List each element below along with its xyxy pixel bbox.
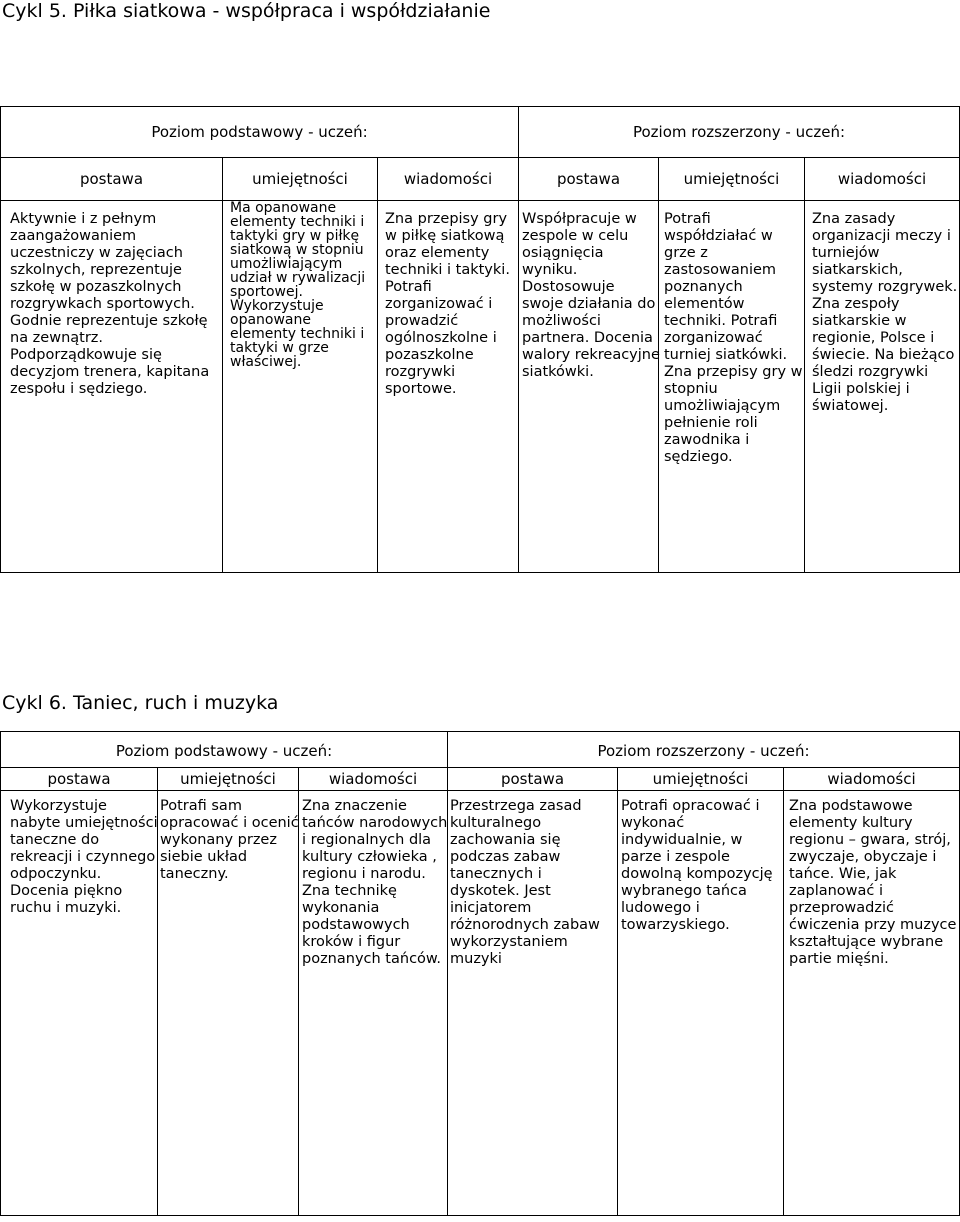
cell-line: muzyki <box>450 951 502 967</box>
cell-line: szkolnych, reprezentuje <box>10 262 182 278</box>
cell-line: Ma opanowane <box>230 200 337 216</box>
c5-cell-postawa-extended <box>518 200 658 572</box>
c6-cat-umiejetnosci-basic <box>157 767 298 790</box>
c6-cell-wiadomosci-basic <box>298 790 447 1215</box>
cell-line: i regionalnych dla <box>302 832 432 848</box>
cell-line: grze z <box>664 245 708 261</box>
cycle-6-table <box>0 731 960 1216</box>
cell-line: Zna znaczenie <box>302 798 407 814</box>
cell-line: wyniku. <box>522 262 578 278</box>
cell-line: Zna przepisy gry w <box>664 364 803 380</box>
cell-line: Zna zespoły <box>812 296 900 312</box>
cell-line: turniej siatkówki. <box>664 347 788 363</box>
c5-cell-umiejetnosci-basic <box>222 200 377 572</box>
c6-cat-label: wiadomości <box>328 770 418 788</box>
cell-line: swoje działania do <box>522 296 656 312</box>
cell-line: elementy techniki i <box>230 326 365 342</box>
cell-line: Docenia piękno <box>10 883 123 899</box>
cell-line: Potrafi sam <box>160 798 242 814</box>
c6-cell-postawa-extended <box>447 790 617 1215</box>
cell-line: siatkową w stopniu <box>230 242 364 258</box>
cell-line: inicjatorem <box>450 900 532 916</box>
cell-line: zorganizować <box>664 330 763 346</box>
cell-line: taktyki gry w piłkę <box>230 228 360 244</box>
c6-cat-wiadomosci-extended <box>783 767 959 790</box>
c6-level-extended-header <box>447 732 959 767</box>
cell-line: rozgrywki <box>385 364 456 380</box>
cell-line: Ligii polskiej i <box>812 381 910 397</box>
c5-cat-wiadomosci-basic <box>377 157 518 200</box>
cell-line: towarzyskiego. <box>621 917 730 933</box>
cell-line: Potrafi <box>664 211 711 227</box>
cell-line: ogólnoszkolne i <box>385 330 497 346</box>
cell-line: opanowane <box>230 312 311 328</box>
c6-cell-umiejetnosci-basic <box>157 790 298 1215</box>
cell-line: Podporządkowuje się <box>10 347 162 363</box>
cell-line: wybranego tańca <box>621 883 747 899</box>
c6-cat-postawa-basic <box>1 767 157 790</box>
cell-line: turniejów <box>812 245 880 261</box>
cell-line: Wykorzystuje <box>230 298 324 314</box>
cell-line: zawodnika i <box>664 432 750 448</box>
cell-line: uczestniczy w zajęciach <box>10 245 183 261</box>
cell-line: prowadzić <box>385 313 459 329</box>
cell-line: kroków i figur <box>302 934 401 950</box>
cell-line: wykonany przez <box>160 832 277 848</box>
cell-line: dowolną kompozycję <box>621 866 773 882</box>
c6-cat-label: postawa <box>500 770 565 788</box>
cell-line: Potrafi <box>385 279 432 295</box>
cell-line: tanecznych i <box>450 866 542 882</box>
cell-line: Dostosowuje <box>522 279 615 295</box>
cell-line: Przestrzega zasad <box>450 798 582 814</box>
cell-line: Aktywnie i z pełnym <box>10 211 157 227</box>
cell-line: regionie, Polsce i <box>812 330 935 346</box>
cell-line: zaplanować i <box>789 883 884 899</box>
c5-cat-label: umiejętności <box>683 170 780 188</box>
cell-line: różnorodnych zabaw <box>450 917 600 933</box>
cell-line: techniki i taktyki. <box>385 262 510 278</box>
cell-line: siatkówki. <box>522 364 594 380</box>
cell-line: kultury człowieka , <box>302 849 437 865</box>
cell-line: udział w rywalizacji <box>230 270 366 286</box>
c6-cat-label: umiejętności <box>180 770 276 788</box>
cell-line: parze i zespole <box>621 849 730 865</box>
c5-cell-wiadomosci-basic <box>377 200 518 572</box>
cell-line: dyskotek. Jest <box>450 883 551 899</box>
c6-cat-umiejetnosci-extended <box>617 767 783 790</box>
cell-line: odpoczynku. <box>10 866 102 882</box>
cell-line: taneczny. <box>160 866 229 882</box>
cell-line: elementy techniki i <box>230 214 365 230</box>
c5-cat-umiejetnosci-basic <box>222 157 377 200</box>
c6-cell-postawa-basic <box>1 790 157 1215</box>
cell-line: pozaszkolne <box>385 347 474 363</box>
cell-line: na zewnątrz. <box>10 330 104 346</box>
cell-line: kulturalnego <box>450 815 542 831</box>
cell-line: osiągnięcia <box>522 245 604 261</box>
cell-line: zorganizować i <box>385 296 493 312</box>
cell-line: partnera. Docenia <box>522 330 653 346</box>
cell-line: szkołę w pozaszkolnych <box>10 279 182 295</box>
cell-line: siatkarskie w <box>812 313 907 329</box>
c6-level-extended-label: Poziom rozszerzony - uczeń: <box>597 741 810 760</box>
cell-line: współdziałać w <box>664 228 773 244</box>
c5-cat-umiejetnosci-extended <box>658 157 804 200</box>
cell-line: zastosowaniem <box>664 262 777 278</box>
c5-cat-postawa-extended <box>518 157 658 200</box>
c6-cat-wiadomosci-basic <box>298 767 447 790</box>
cell-line: Współpracuje w <box>522 211 637 227</box>
c6-cat-label: postawa <box>47 770 111 788</box>
cell-line: oraz elementy <box>385 245 490 261</box>
c6-cat-postawa-extended <box>447 767 617 790</box>
c5-cat-label: wiadomości <box>403 170 493 188</box>
cell-line: regionu – gwara, strój, <box>789 832 951 848</box>
cell-line: tańce. Wie, jak <box>789 866 897 882</box>
cell-line: nabyte umiejętności <box>10 815 158 831</box>
c5-cell-umiejetnosci-extended <box>658 200 804 572</box>
cell-line: walory rekreacyjne <box>522 347 660 363</box>
cell-line: rozgrywkach sportowych. <box>10 296 195 312</box>
cell-line: sędziego. <box>664 449 733 465</box>
cell-line: ludowego i <box>621 900 700 916</box>
c6-level-basic-label: Poziom podstawowy - uczeń: <box>115 741 333 760</box>
cell-line: rekreacji i czynnego <box>10 849 156 865</box>
cell-line: zachowania się <box>450 832 561 848</box>
cell-line: umożliwiającym <box>230 256 343 272</box>
c6-cell-umiejetnosci-extended <box>617 790 783 1215</box>
c6-level-basic-header <box>1 732 447 767</box>
cell-line: wykonać <box>621 815 685 831</box>
cell-line: Zna zasady <box>812 211 896 227</box>
cell-line: organizacji meczy i <box>812 228 951 244</box>
c6-cat-label: umiejętności <box>652 770 749 788</box>
cell-line: stopniu <box>664 381 718 397</box>
cell-line: umożliwiającym <box>664 398 781 414</box>
c5-cell-wiadomosci-extended <box>804 200 959 572</box>
cell-line: podczas zabaw <box>450 849 561 865</box>
cell-line: Zna przepisy gry <box>385 211 508 227</box>
cell-line: ruchu i muzyki. <box>10 900 122 916</box>
cell-line: sportowe. <box>385 381 457 397</box>
cell-line: przeprowadzić <box>789 900 894 916</box>
cell-line: świecie. Na bieżąco <box>812 347 955 363</box>
cell-line: tańców narodowych <box>302 815 448 831</box>
cell-line: poznanych <box>664 279 743 295</box>
cell-line: elementy kultury <box>789 815 913 831</box>
cell-line: Potrafi opracować i <box>621 798 760 814</box>
c5-cat-wiadomosci-extended <box>804 157 959 200</box>
cell-line: podstawowych <box>302 917 410 933</box>
cell-line: siebie układ <box>160 849 248 865</box>
cell-line: poznanych tańców. <box>302 951 442 967</box>
c5-cat-label: postawa <box>556 170 621 188</box>
cell-line: pełnienie roli <box>664 415 758 431</box>
cell-line: partie mięśni. <box>789 951 889 967</box>
cell-line: zaangażowaniem <box>10 228 137 244</box>
c5-level-extended-label: Poziom rozszerzony - uczeń: <box>632 123 846 141</box>
cell-line: zespole w celu <box>522 228 629 244</box>
cycle-6-title: Cykl 6. Taniec, ruch i muzyka <box>2 692 279 714</box>
cell-line: zwyczaje, obyczaje i <box>789 849 937 865</box>
cell-line: Godnie reprezentuje szkołę <box>10 313 208 329</box>
cell-line: światowej. <box>812 398 889 414</box>
cell-line: opracować i ocenić <box>160 815 299 831</box>
cycle-5-table <box>0 106 960 573</box>
cell-line: Zna podstawowe <box>789 798 913 814</box>
cell-line: wykonania <box>302 900 380 916</box>
cell-line: Wykorzystuje <box>10 798 107 814</box>
cell-line: wykorzystaniem <box>450 934 568 950</box>
c5-level-extended-header <box>518 107 959 157</box>
c5-cell-postawa-basic <box>1 200 222 572</box>
cell-line: śledzi rozgrywki <box>812 364 929 380</box>
cell-line: decyzjom trenera, kapitana <box>10 364 210 380</box>
cell-line: taktyki w grze <box>230 340 329 356</box>
cell-line: indywidualnie, w <box>621 832 743 848</box>
cell-line: ćwiczenia przy muzyce <box>789 917 957 933</box>
c5-level-basic-label: Poziom podstawowy - uczeń: <box>151 123 368 141</box>
c5-cat-label: umiejętności <box>252 170 348 188</box>
cell-line: systemy rozgrywek. <box>812 279 958 295</box>
cell-line: kształtujące wybrane <box>789 934 944 950</box>
cell-line: elementów <box>664 296 745 312</box>
c6-cell-wiadomosci-extended <box>783 790 959 1215</box>
cell-line: taneczne do <box>10 832 100 848</box>
cell-line: sportowej. <box>230 284 303 300</box>
cell-line: możliwości <box>522 313 601 329</box>
c5-cat-label: wiadomości <box>837 170 927 188</box>
c5-cat-postawa-basic <box>1 157 222 200</box>
c6-cat-label: wiadomości <box>827 770 916 788</box>
cycle-5-title: Cykl 5. Piłka siatkowa - współpraca i współdziałanie <box>2 0 491 22</box>
c5-level-basic-header <box>1 107 518 157</box>
cell-line: zespołu i sędziego. <box>10 381 148 397</box>
cell-line: w piłkę siatkową <box>385 228 505 244</box>
cell-line: siatkarskich, <box>812 262 903 278</box>
cell-line: właściwej. <box>230 354 302 370</box>
c5-cat-label: postawa <box>79 170 144 188</box>
cell-line: techniki. Potrafi <box>664 313 778 329</box>
cell-line: Zna technikę <box>302 883 397 899</box>
cell-line: regionu i narodu. <box>302 866 426 882</box>
